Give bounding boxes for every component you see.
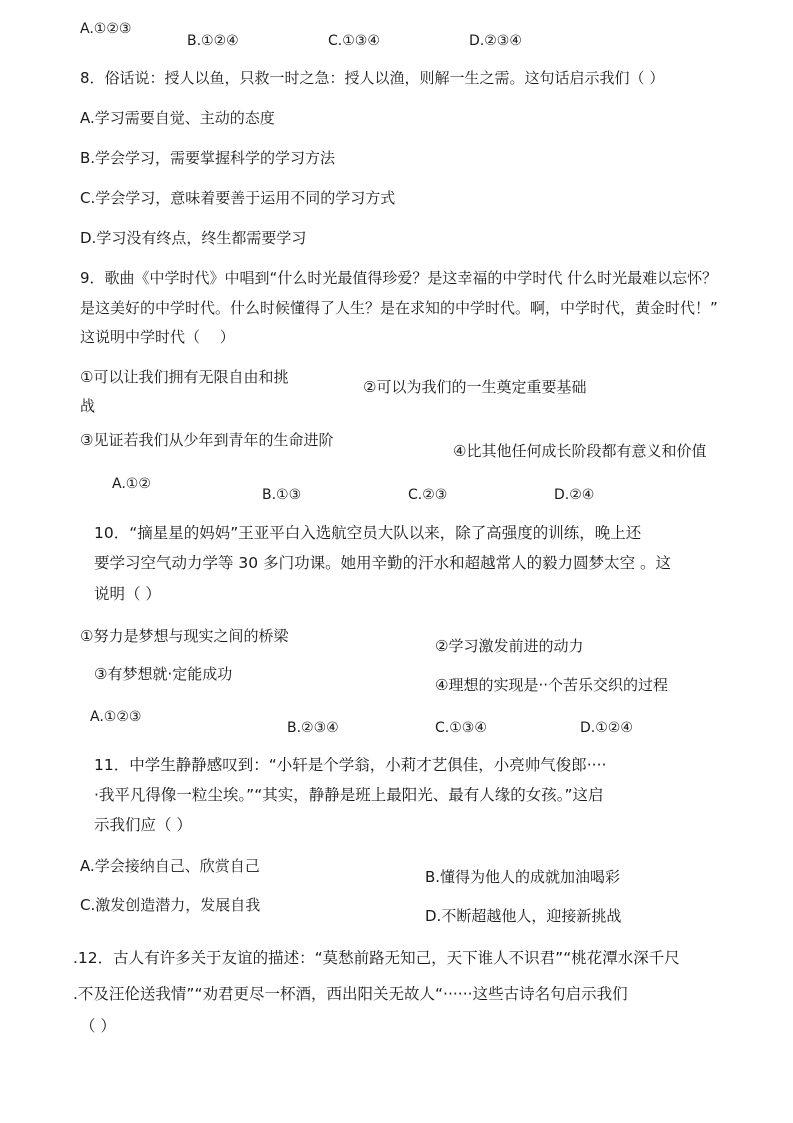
q9-stem-line-3: 这说明中学时代（ ） xyxy=(80,328,235,346)
q9-statement-1: ①可以让我们拥有无限自由和挑 xyxy=(80,368,289,386)
q10-option-a: A.①②③ xyxy=(90,709,142,725)
q8-option-c: C.学会学习，意味着要善于运用不同的学习方式 xyxy=(80,189,396,207)
q7-option-b: B.①②④ xyxy=(187,33,239,49)
q11-option-a: A.学会接纳自己、欣赏自己 xyxy=(80,857,260,875)
q10-statement-3: ③有梦想就·定能成功 xyxy=(94,665,233,683)
q10-option-c: C.①③④ xyxy=(435,720,487,736)
q10-stem-line-3: 说明（ ） xyxy=(94,585,161,603)
q10-statement-4: ④理想的实现是··个苦乐交织的过程 xyxy=(435,676,668,694)
q12-stem-line-1: .12．古人有许多关于友谊的描述：“莫愁前路无知己，天下谁人不识君”“桃花潭水深千尺 xyxy=(73,949,680,967)
q12-stem-line-2: .不及汪伦送我情”“劝君更尽一杯酒，西出阳关无故人“······这些古诗名句启示我们 xyxy=(73,985,628,1003)
q9-statement-4: ④比其他任何成长阶段都有意义和价值 xyxy=(453,442,707,460)
q10-option-d: D.①②④ xyxy=(580,720,633,736)
q7-option-a: A.①②③ xyxy=(80,21,132,37)
q10-stem-line-1: 10．“摘星星的妈妈”王亚平白入选航空员大队以来，除了高强度的训练，晚上还 xyxy=(94,524,642,542)
q7-option-c: C.①③④ xyxy=(328,33,380,49)
q12-stem-line-3: （ ） xyxy=(80,1017,116,1035)
q9-option-d: D.②④ xyxy=(554,487,595,503)
q10-statement-1: ①努力是梦想与现实之间的桥梁 xyxy=(80,627,289,645)
q11-option-b: B.懂得为他人的成就加油喝彩 xyxy=(425,868,621,886)
q8-option-b: B.学会学习，需要掌握科学的学习方法 xyxy=(80,149,336,167)
q11-stem-line-3: 示我们应（ ） xyxy=(94,816,192,834)
q9-statement-2: ②可以为我们的一生奠定重要基础 xyxy=(363,378,587,396)
q8-stem: 8．俗话说：授人以鱼，只救一时之急：授人以渔，则解一生之需。这句话启示我们（ ） xyxy=(80,69,665,87)
q11-stem-line-2: ·我平凡得像一粒尘埃。”“其实，静静是班上最阳光、最有人缘的女孩。”这启 xyxy=(94,786,604,804)
q11-option-d: D.不断超越他人，迎接新挑战 xyxy=(425,907,622,925)
q9-stem-line-1: 9．歌曲《中学时代》中唱到“什么时光最值得珍爱？是这幸福的中学时代 什么时光最难以忘怀？ xyxy=(80,269,718,287)
q9-option-b: B.①③ xyxy=(262,487,302,503)
q10-option-b: B.②③④ xyxy=(287,720,339,736)
q9-option-a: A.①② xyxy=(112,476,151,492)
q8-option-a: A.学习需要自觉、主动的态度 xyxy=(80,109,275,127)
q9-statement-3: ③见证若我们从少年到青年的生命进阶 xyxy=(80,431,334,449)
q11-option-c: C.激发创造潜力，发展自我 xyxy=(80,896,261,914)
q10-statement-2: ②学习激发前进的动力 xyxy=(435,637,584,655)
q10-stem-line-2: 要学习空气动力学等 30 多门功课。她用辛勤的汗水和超越常人的毅力圆梦太空 。这 xyxy=(94,554,672,572)
q9-option-c: C.②③ xyxy=(408,487,448,503)
q8-option-d: D.学习没有终点，终生都需要学习 xyxy=(80,229,307,247)
q7-option-d: D.②③④ xyxy=(469,33,522,49)
q9-statement-1-wrap: 战 xyxy=(80,397,96,415)
q11-stem-line-1: 11．中学生静静感叹到：“小轩是个学翁，小莉才艺俱佳，小亮帅气俊郎···· xyxy=(94,756,607,774)
q9-stem-line-2: 是这美好的中学时代。什么时候懂得了人生？是在求知的中学时代。啊，中学时代，黄金时代！” xyxy=(80,299,718,317)
